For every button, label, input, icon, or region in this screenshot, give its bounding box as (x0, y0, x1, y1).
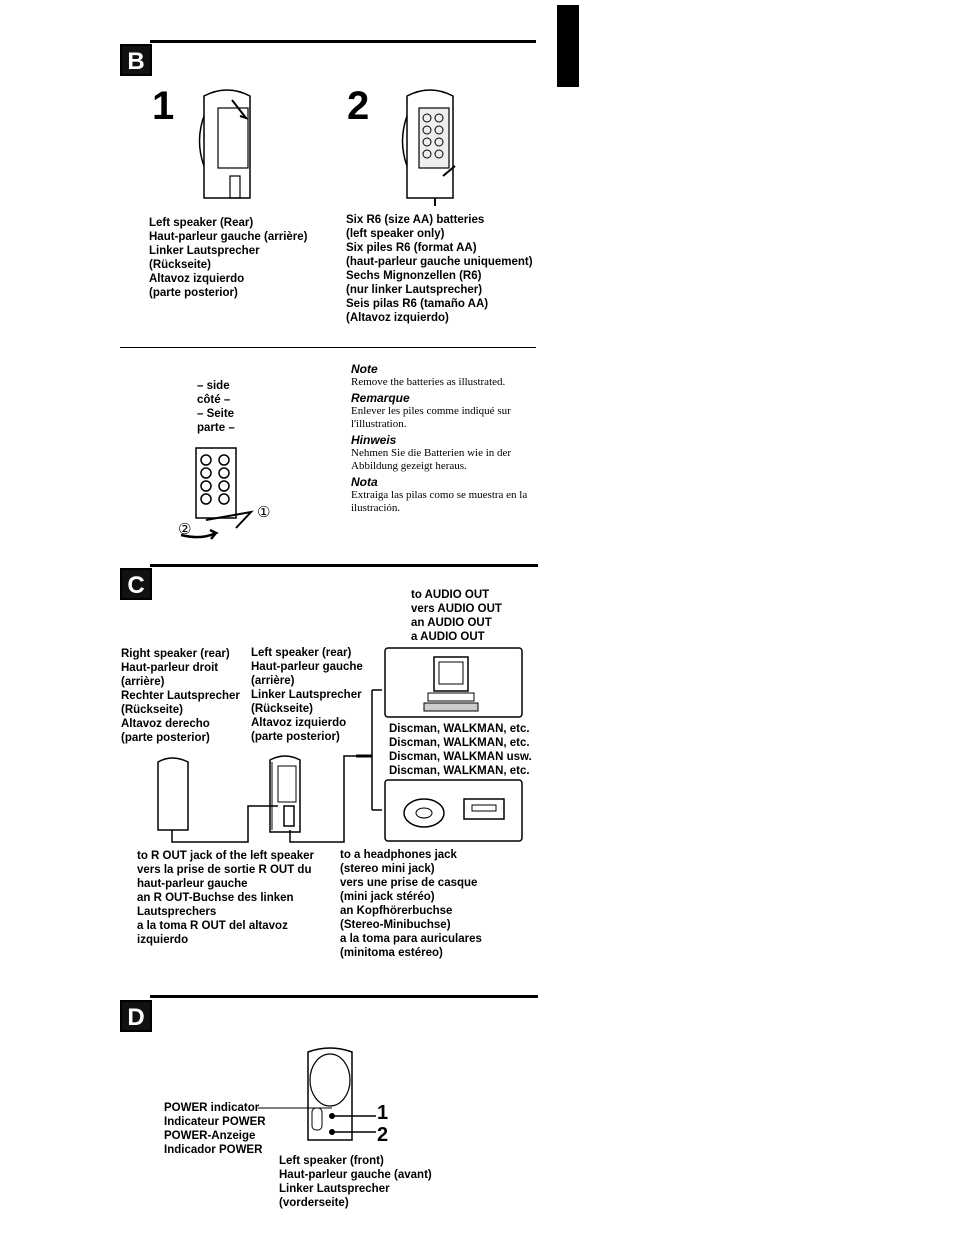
connection-diagram (150, 680, 390, 850)
section-b-divider (120, 347, 536, 348)
section-c-label: C (120, 568, 152, 600)
discman-walkman-illustration (384, 779, 524, 843)
step-mark-1: ① (257, 504, 271, 521)
step-mark-2: ② (178, 521, 192, 538)
note-text: Nehmen Sie die Batterien wie in der Abbildung gezeigt heraus. (351, 447, 512, 472)
note-title: Hinweis (351, 433, 397, 447)
note-text: Remove the batteries as illustrated. (351, 376, 506, 388)
speaker-batteries-illustration (393, 86, 473, 206)
note-title: Remarque (351, 391, 410, 405)
note-text: Extraiga las pilas como se muestra en la ilustración. (351, 489, 528, 514)
note-text: Enlever les piles comme indiqué sur l'illustration. (351, 405, 511, 430)
notes-block (351, 362, 536, 515)
section-b-rule (150, 40, 536, 43)
to-audio-out-label: to AUDIO OUT vers AUDIO OUT an AUDIO OUT a AUDIO OUT (411, 589, 502, 643)
callout-1: 1 (377, 1102, 389, 1124)
discman-label: Discman, WALKMAN, etc. Discman, WALKMAN, etc. Discman, WALKMAN usw. Discman, WALKMAN, etc. (389, 723, 532, 777)
left-speaker-front-label: Left speaker (front) Haut-parleur gauche (avant) Linker Lautsprecher (vorderseite) (279, 1155, 432, 1209)
r-out-jack-label: to R OUT jack of the left speaker vers la prise de sortie R OUT du haut-parleur gauche an R OUT-Buchse des linken Lautsprechers a la toma R OUT del altavoz izquierdo (137, 850, 315, 946)
batteries-label: Six R6 (size AA) batteries (left speaker only) Six piles R6 (format AA) (haut-parleur gauche uniquement) Sechs Mignonzellen (R6) (nur linker Lautsprecher) Seis pilas R6 (tamaño AA) (Altavoz izquierdo) (346, 214, 533, 324)
step-1-number: 1 (152, 84, 175, 128)
edge-tab (557, 5, 579, 87)
right-speaker-rear-label: Right speaker (rear) Haut-parleur droit (arrière) Rechter Lautsprecher (Rückseite) Altavoz derecho (parte posterior) (121, 648, 240, 744)
section-d-label: D (120, 1000, 152, 1032)
left-speaker-rear-label: Left speaker (Rear) Haut-parleur gauche (arrière) Linker Lautsprecher (Rückseite) Altavoz izquierdo (parte posterior) (149, 217, 308, 299)
callout-2: 2 (377, 1124, 389, 1146)
note-fr (351, 391, 536, 431)
left-speaker-rear-c-label: Left speaker (rear) Haut-parleur gauche (arrière) Linker Lautsprecher (Rückseite) Altavoz izquierdo (parte posterior) (251, 647, 363, 743)
section-c-rule (150, 564, 538, 567)
note-de (351, 433, 536, 473)
step-2-number: 2 (347, 84, 370, 128)
note-en (351, 362, 536, 389)
speaker-front-illustration (256, 1046, 389, 1146)
note-es (351, 475, 536, 515)
note-title: Nota (351, 475, 378, 489)
power-indicator-label: POWER indicator Indicateur POWER POWER-Anzeige Indicador POWER (164, 1102, 266, 1156)
section-d-rule (150, 995, 538, 998)
computer-illustration (384, 647, 524, 719)
speaker-rear-illustration (190, 86, 265, 206)
headphones-jack-label: to a headphones jack (stereo mini jack) vers une prise de casque (mini jack stéréo) an Kopfhörerbuchse (Stereo-Minibuchse) a la toma para auriculares (minitoma estéreo) (340, 849, 482, 959)
side-label: – side côté – – Seite parte – (197, 380, 235, 434)
note-title: Note (351, 362, 378, 376)
section-b-label: B (120, 44, 152, 76)
